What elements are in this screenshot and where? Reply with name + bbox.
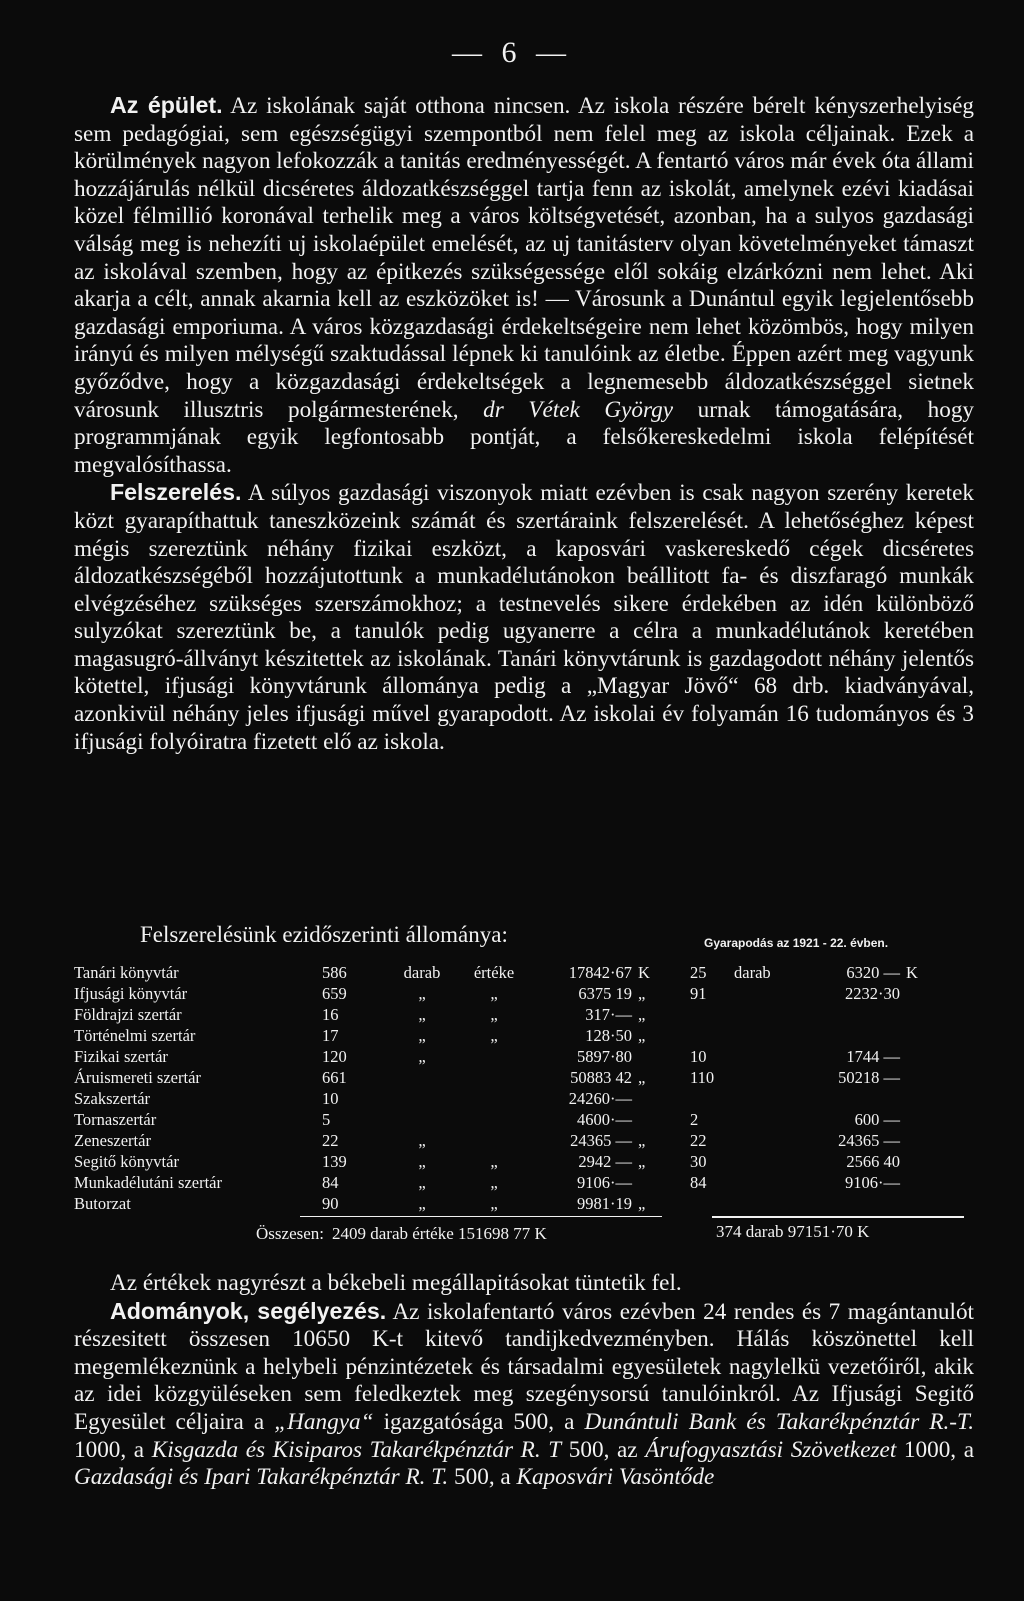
growth-count <box>666 1025 734 1046</box>
item-count: 139 <box>322 1152 347 1171</box>
item-name: Áruismereti szertár <box>74 1068 201 1087</box>
item-label: „ <box>490 1152 498 1171</box>
table-row <box>74 1130 934 1151</box>
table-row <box>74 1067 934 1088</box>
growth-currency <box>900 1046 934 1067</box>
growth-unit <box>734 1025 794 1046</box>
table-row <box>74 1025 934 1046</box>
item-name: Munkadélutáni szertár <box>74 1173 222 1192</box>
item-unit <box>386 1067 458 1088</box>
growth-unit <box>734 1004 794 1025</box>
text-donations-5: 1000, a <box>896 1436 975 1463</box>
heading-equipment: Felszerelés. <box>110 479 242 506</box>
item-value: 9981·19 <box>577 1194 632 1213</box>
item-currency: K <box>638 963 650 982</box>
table-row <box>74 1193 934 1214</box>
table-row <box>74 962 934 983</box>
table-row <box>74 1109 934 1130</box>
item-unit: „ <box>418 1173 426 1192</box>
text-equipment: A súlyos gazdasági viszonyok miatt ezévben is csak nagyon szerény keretek közt gyarapíthattuk taneszközeink számát és szertáraink felszerelését. A lehetőséghez képest mégis szereztünk néhány fizikai eszközt, a kaposvári vaskereskedő cégek dicséretes áldozatkészségéből hozzájutottunk a munkadélutánokon beállitott fa- és diszfaragó munkák elvégzéséhez szükséges szerszámokhoz; a testnevelés sikere érdekében az idén különböző sulyzókat szereztünk be, a tanulók pedig ugyanerre a célra a munkadélutánok keretében magasugró-állványt készitettek az iskolának. Tanári könyvtárunk is gazdagodott néhány jelentős kötettel, ifjusági könyvtárunk állománya pedig a „Magyar Jövő“ 68 drb. kiadványával, azonkivül néhány jeles ifjusági művel gyarapodott. Az iskolai év folyamán 16 tudományos és 3 ifjusági folyóiratra fizetett elő az iskola. <box>74 480 974 755</box>
growth-currency <box>900 1151 934 1172</box>
growth-value: 50218 — <box>838 1068 900 1087</box>
item-name: Fizikai szertár <box>74 1047 168 1066</box>
growth-currency: K <box>906 963 918 982</box>
item-label: „ <box>490 1005 498 1024</box>
item-unit: „ <box>418 1047 426 1066</box>
growth-currency <box>900 1025 934 1046</box>
item-count: 84 <box>322 1173 339 1192</box>
item-label: „ <box>490 1173 498 1192</box>
table-row <box>74 1151 934 1172</box>
growth-count: 2 <box>690 1110 699 1129</box>
item-name: Zeneszertár <box>74 1131 151 1150</box>
growth-heading: Gyarapodás az 1921 - 22. évben. <box>704 936 889 950</box>
heading-building: Az épület. <box>110 92 223 118</box>
growth-value: 9106·— <box>845 1173 900 1192</box>
item-value: 128·50 <box>585 1026 632 1045</box>
growth-unit <box>734 1151 794 1172</box>
inventory-heading: Felszerelésünk ezidőszerinti állománya: <box>140 922 508 947</box>
item-currency: „ <box>638 1131 646 1150</box>
item-currency: „ <box>638 1068 646 1087</box>
growth-unit <box>734 1046 794 1067</box>
item-currency: „ <box>638 984 646 1003</box>
item-value: 24365 — <box>570 1131 632 1150</box>
item-name: Tornaszertár <box>74 1110 157 1129</box>
item-value: 24260·— <box>568 1089 632 1108</box>
growth-unit <box>734 1088 794 1109</box>
inventory-total <box>74 1224 547 1244</box>
body-text-lower <box>74 1270 974 1492</box>
mayor-name: dr Vétek György <box>483 396 674 423</box>
growth-count: 25 <box>690 963 707 982</box>
text-donations-2: igazgatósága 500, a <box>373 1408 585 1435</box>
item-value: 9106·— <box>577 1173 632 1192</box>
item-value: 17842·67 <box>568 963 632 982</box>
item-name: Tanári könyvtár <box>74 963 179 982</box>
item-name: Butorzat <box>74 1194 131 1213</box>
growth-value: 600 — <box>854 1110 900 1129</box>
growth-currency <box>900 983 934 1004</box>
growth-currency <box>900 1109 934 1130</box>
growth-count <box>666 1004 734 1025</box>
item-count: 586 <box>322 963 347 982</box>
item-value: 4600·— <box>577 1110 632 1129</box>
growth-unit <box>734 1130 794 1151</box>
item-label: „ <box>490 984 498 1003</box>
table-row <box>74 1046 934 1067</box>
item-label <box>458 1067 530 1088</box>
body-text-upper <box>74 92 974 756</box>
item-unit <box>386 1109 458 1130</box>
growth-value <box>794 1004 900 1025</box>
item-count: 120 <box>322 1047 347 1066</box>
item-currency: „ <box>638 1194 646 1213</box>
item-label: „ <box>490 1026 498 1045</box>
growth-currency <box>900 1193 934 1214</box>
growth-unit <box>734 1193 794 1214</box>
growth-value: 1744 — <box>846 1047 900 1066</box>
item-count: 661 <box>322 1068 347 1087</box>
page-number: — 6 — <box>452 36 572 69</box>
growth-currency <box>900 1172 934 1193</box>
growth-currency <box>900 1088 934 1109</box>
growth-count: 91 <box>690 984 707 1003</box>
growth-value: 2232·30 <box>845 984 900 1003</box>
paragraph-donations <box>74 1298 974 1492</box>
item-count: 22 <box>322 1131 339 1150</box>
item-count: 16 <box>322 1005 339 1024</box>
table-row <box>74 1172 934 1193</box>
item-label <box>458 1130 530 1151</box>
text-donations-3: 1000, a <box>74 1436 152 1463</box>
donor-arufogyasztasi: Árufogyasztási Szövetkezet <box>645 1436 897 1463</box>
item-unit: „ <box>418 1005 426 1024</box>
item-currency <box>638 1109 666 1130</box>
item-count: 17 <box>322 1026 339 1045</box>
growth-currency <box>900 1004 934 1025</box>
item-value: 2942 — <box>578 1152 632 1171</box>
item-currency <box>638 1046 666 1067</box>
table-row <box>74 1088 934 1109</box>
item-label <box>458 1046 530 1067</box>
item-currency <box>638 1172 666 1193</box>
growth-total: 374 darab 97151·70 K <box>716 1222 870 1241</box>
item-unit <box>386 1088 458 1109</box>
item-currency: „ <box>638 1152 646 1171</box>
growth-unit <box>734 1109 794 1130</box>
text-donations-4: 500, az <box>561 1436 646 1463</box>
item-count: 10 <box>322 1089 339 1108</box>
growth-unit <box>734 1067 794 1088</box>
growth-count <box>666 1088 734 1109</box>
growth-count: 84 <box>690 1173 707 1192</box>
growth-currency <box>900 1067 934 1088</box>
item-unit: „ <box>418 1152 426 1171</box>
item-unit: „ <box>418 1026 426 1045</box>
item-name: Segitő könyvtár <box>74 1152 179 1171</box>
item-label: „ <box>490 1194 498 1213</box>
growth-count <box>666 1193 734 1214</box>
growth-count: 110 <box>690 1068 715 1087</box>
item-currency <box>638 1088 666 1109</box>
table-row <box>74 983 934 1004</box>
donor-gazdasagi: Gazdasági és Ipari Takarékpénztár R. T. <box>74 1464 449 1491</box>
paragraph-equipment <box>74 479 974 756</box>
item-label: értéke <box>473 963 515 982</box>
donor-vasontode: Kaposvári Vasöntőde <box>516 1464 715 1491</box>
growth-value <box>794 1025 900 1046</box>
item-name: Szakszertár <box>74 1089 151 1108</box>
text-donations-1: Az iskolafentartó város ezévben 24 rendes és 7 magántanulót részesitett összesen 10650 K-t kitevő tandijkedvezményben. Hálás köszönettel kell megemlékeznünk a helybeli pénzintézetek és társadalmi egyesületek nagylelkü vezetőiről, akik az idei közgyüléseken sem feledkeztek meg szegénysorsú tanulóinkról. Az Ifjusági Segitő Egyesület céljaira a <box>74 1298 974 1435</box>
heading-donations: Adományok, segélyezés. <box>110 1297 387 1324</box>
growth-value: 6320 — <box>846 963 900 982</box>
item-count: 5 <box>322 1110 331 1129</box>
item-name: Ifjusági könyvtár <box>74 984 188 1003</box>
paragraph-building <box>74 92 974 479</box>
item-currency: „ <box>638 1026 646 1045</box>
text-values: Az értékek nagyrészt a békebeli megállapitásokat tüntetik fel. <box>110 1270 682 1296</box>
growth-unit <box>734 983 794 1004</box>
growth-total-rule <box>712 1216 964 1218</box>
item-count: 659 <box>322 984 347 1003</box>
item-value: 50883 42 <box>570 1068 632 1087</box>
item-unit: „ <box>418 984 426 1003</box>
text-building-end: urnak támogatására, hogy programmjának egyik legfontosabb pontját, a felsőkereskedelmi iskola felépítését megvalósíthassa. <box>74 396 975 478</box>
item-unit: „ <box>418 1131 426 1150</box>
item-label <box>458 1088 530 1109</box>
item-currency: „ <box>638 1005 646 1024</box>
item-name: Történelmi szertár <box>74 1026 196 1045</box>
inventory-table <box>74 962 934 1214</box>
text-donations-6: 500, a <box>448 1464 517 1491</box>
item-count: 90 <box>322 1194 339 1213</box>
growth-count: 10 <box>690 1047 707 1066</box>
total-value: 2409 darab értéke 151698 77 K <box>332 1224 547 1243</box>
total-rule <box>300 1216 662 1217</box>
growth-count: 30 <box>690 1152 707 1171</box>
table-row <box>74 1004 934 1025</box>
text-building: Az iskolának saját otthona nincsen. Az iskola részére bérelt kényszerhelyiség sem pedagógiai, sem egészségügyi szempontból nem felel meg az iskola céljainak. Ezek a körülmények nagyon lefokozzák a tanitás eredményességét. A fentartó város már évek óta állami hozzájárulás nélkül dicséretes áldozatkészséggel tartja fenn az iskolát, amelynek ezévi kiadásai közel félmillió koronával terhelik meg a város költségvetését, azonban, ha a sulyos gazdasági válság meg is nehezíti uj iskolaépület emelését, az uj tanitásterv olyan követelményeket támaszt az iskolával szemben, hogy az épitkezés szükségessége elől sokáig elzárkózni nem lehet. Aki akarja a célt, annak akarnia kell az eszközöket is! — Városunk a Dunántul egyik legjelentősebb gazdasági emporiuma. A város közgazdasági érdekeltségeire nem lehet közömbös, hogy milyen irányú és milyen mélységű szaktudással lépnek ki tanulóink az életbe. Éppen azért meg vagyunk győződve, hogy a közgazdasági érdekeltségek a legnemesebb áldozatkészséggel sietnek városunk illusztris polgármesterének, <box>74 93 975 423</box>
growth-unit <box>734 1172 794 1193</box>
growth-value <box>794 1193 900 1214</box>
item-value: 317·— <box>585 1005 632 1024</box>
growth-unit: darab <box>734 963 771 982</box>
item-unit: „ <box>418 1194 426 1213</box>
item-name: Földrajzi szertár <box>74 1005 182 1024</box>
total-label: Összesen: <box>256 1224 324 1243</box>
growth-value <box>794 1088 900 1109</box>
item-label <box>458 1109 530 1130</box>
donor-kisgazda: Kisgazda és Kisiparos Takarékpénztár R. T <box>151 1436 562 1463</box>
item-value: 6375 19 <box>578 984 632 1003</box>
donor-hangya: „Hangya“ <box>274 1408 374 1435</box>
growth-currency <box>900 1130 934 1151</box>
growth-count: 22 <box>690 1131 707 1150</box>
item-value: 5897·80 <box>577 1047 632 1066</box>
growth-value: 24365 — <box>838 1131 900 1150</box>
donor-dunantuli-bank: Dunántuli Bank és Takarékpénztár R.-T. <box>584 1408 974 1435</box>
item-unit: darab <box>403 963 441 982</box>
paragraph-values <box>74 1270 974 1298</box>
growth-value: 2566 40 <box>846 1152 900 1171</box>
